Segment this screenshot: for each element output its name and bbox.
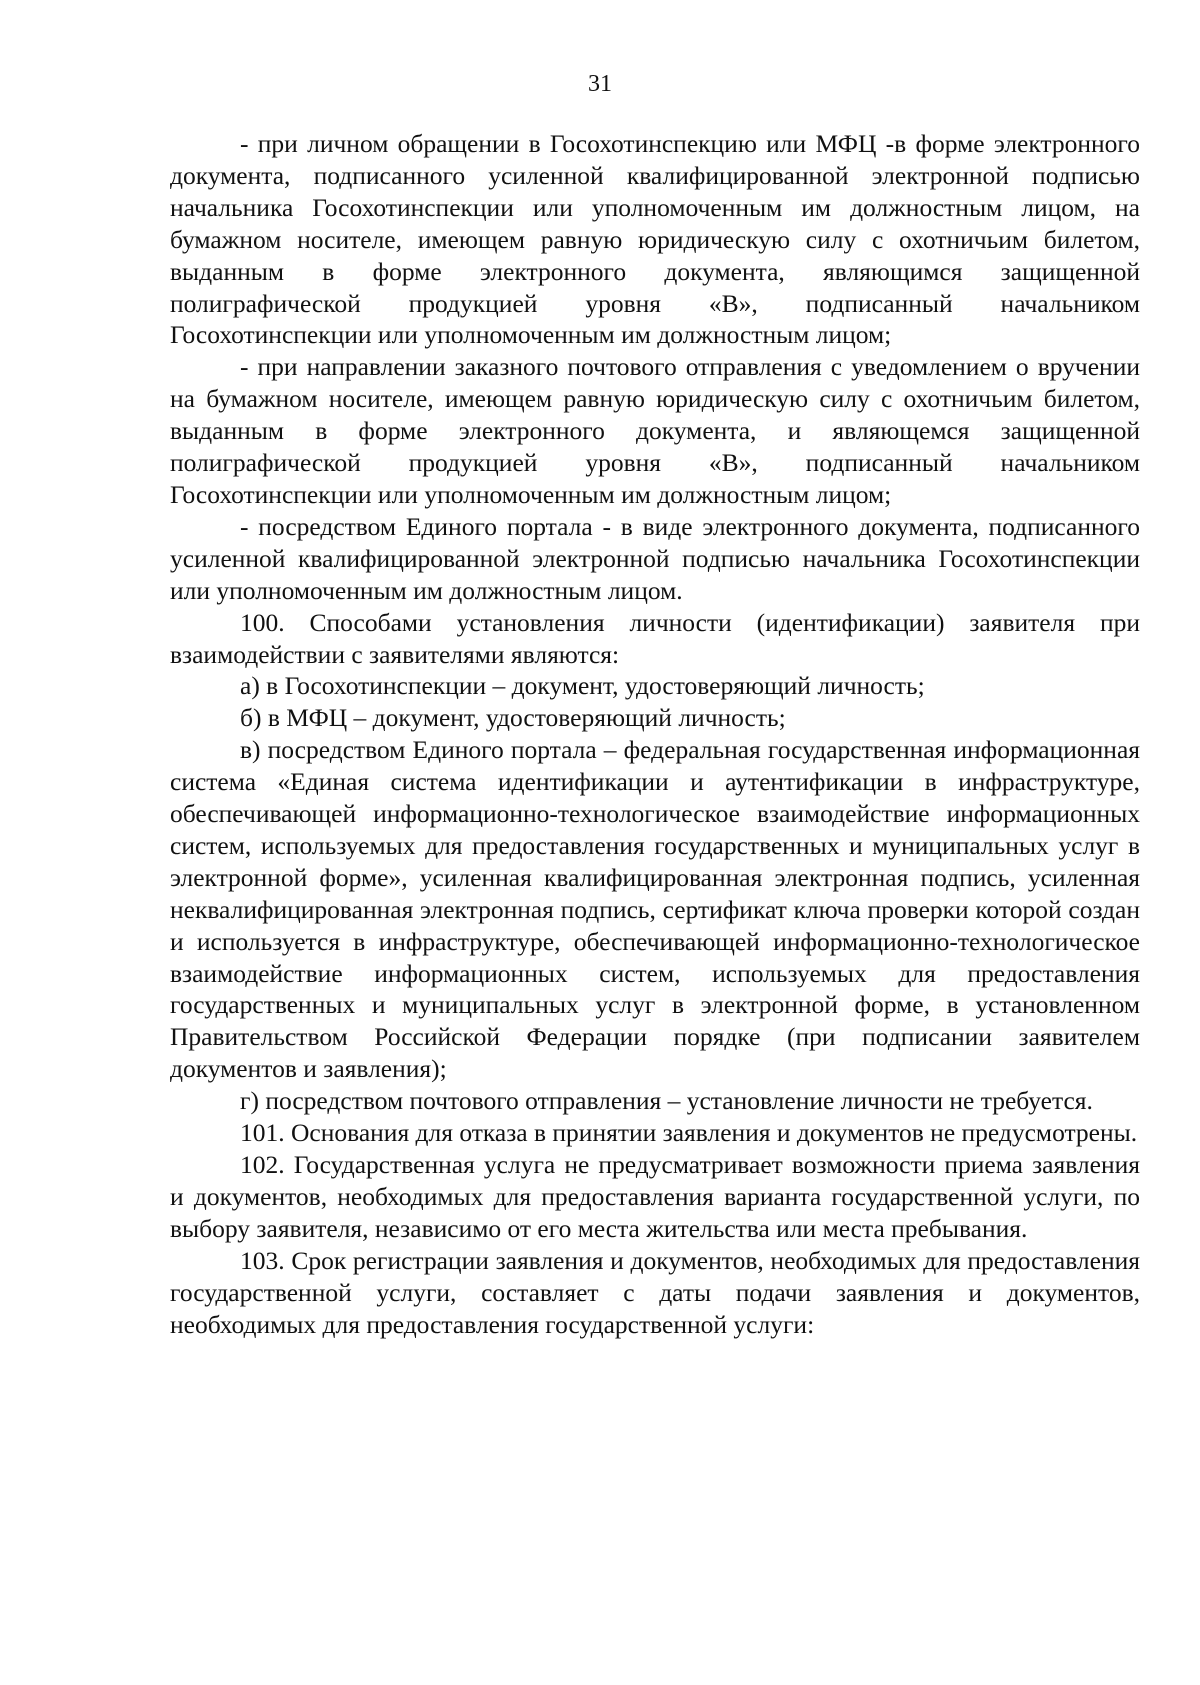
list-item-a: а) в Госохотинспекции – документ, удостоверяющий личность; [240, 671, 925, 701]
list-item-g: г) посредством почтового отправления – установление личности не требуется. [240, 1086, 1093, 1116]
document-body [170, 128, 1140, 1340]
paragraph-100: 100. Способами установления личности (идентификации) заявителя при взаимодействии с заявителями являются: [170, 607, 1140, 669]
paragraph-103: 103. Срок регистрации заявления и документов, необходимых для предоставления государственной услуги, составляет с даты подачи заявления и документов, необходимых для предоставления государственной услуги: [170, 1245, 1140, 1339]
page-number: 31 [588, 71, 612, 97]
paragraph-personal-visit: - при личном обращении в Госохотинспекцию или МФЦ -в форме электронного документа, подписанного усиленной квалифицированной электронной подписью начальника Госохотинспекции или уполномоченным им должностным лицом, на бумажном носителе, имеющем равную юридическую силу с охотничьим билетом, выданным в форме электронного документа, являющимся защищенной полиграфической продукцией уровня «В», подписанный начальником Госохотинспекции или уполномоченным им должностным лицом; [170, 129, 1140, 350]
paragraph-102: 102. Государственная услуга не предусматривает возможности приема заявления и документов, необходимых для предоставления варианта государственной услуги, по выбору заявителя, независимо от его места жительства или места пребывания. [170, 1150, 1140, 1243]
paragraph-unified-portal: - посредством Единого портала - в виде электронного документа, подписанного усиленной квалифицированной электронной подписью начальника Госохотинспекции или уполномоченным им должностным лицом. [170, 511, 1140, 605]
list-item-b: б) в МФЦ – документ, удостоверяющий личность; [240, 703, 786, 733]
paragraph-101: 101. Основания для отказа в принятии заявления и документов не предусмотрены. [240, 1118, 1138, 1148]
list-item-v: в) посредством Единого портала – федеральная государственная информационная система «Единая система идентификации и аутентификации в инфраструктуре, обеспечивающей информационно-технологическое взаимодействие информационных систем, используемых для предоставления государственных и муниципальных услуг в электронной форме», усиленная квалифицированная электронная подпись, усиленная неквалифицированная электронная подпись, сертификат ключа проверки которой создан и используется в инфраструктуре, обеспечивающей информационно-технологическое взаимодействие информационных систем, используемых для предоставления государственных и муниципальных услуг в электронной форме, в установленном Правительством Российской Федерации порядке (при подписании заявителем документов и заявления); [170, 735, 1140, 1084]
paragraph-registered-mail: - при направлении заказного почтового отправления с уведомлением о вручении на бумажном носителе, имеющем равную юридическую силу с охотничьим билетом, выданным в форме электронного документа, и являющемся защищенной полиграфической продукцией уровня «В», подписанный начальником Госохотинспекции или уполномоченным им должностным лицом; [170, 352, 1140, 509]
